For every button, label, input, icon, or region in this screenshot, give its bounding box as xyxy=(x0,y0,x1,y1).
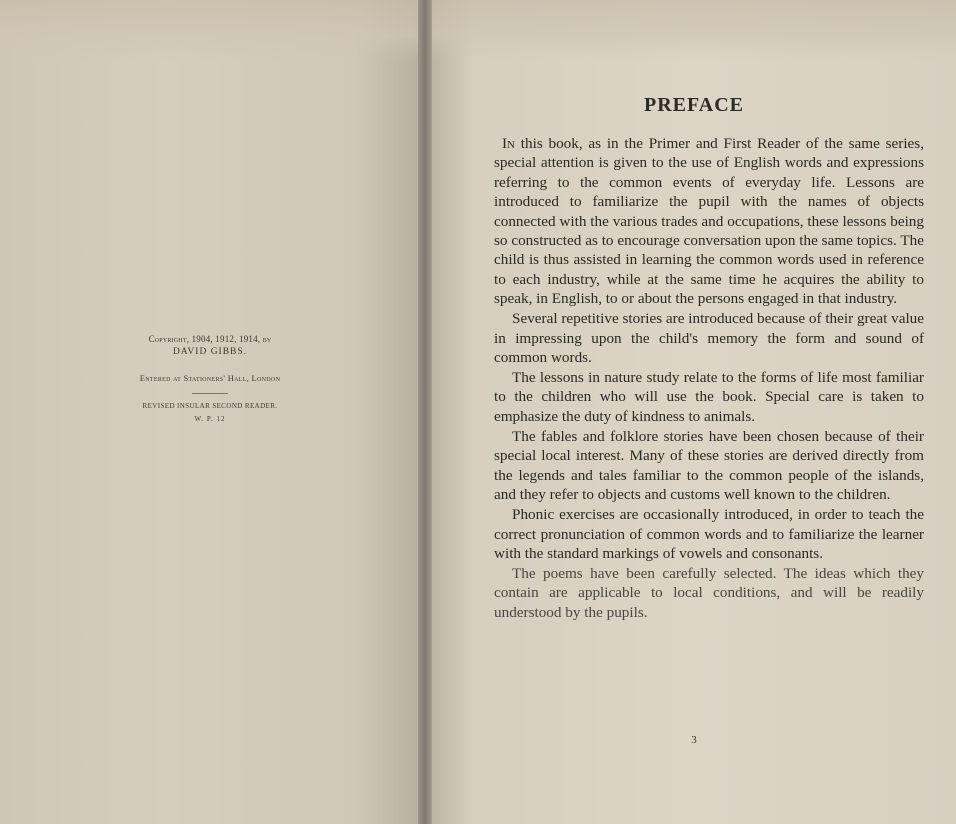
paragraph-text: this book, as in the Primer and First Reader of the same series, special attention is given to the use of English words and expressions referring to the common events of everyday life. Lessons are introduced to familiarize the pupil with the names of objects connected with the various trades and occupations, these lessons being so constructed as to encourage conversation upon the same topics. The child is thus assisted in learning the common words used in reference to each industry, while at the same time he acquires the ability to speak, in English, to or about the persons engaged in that industry. xyxy=(494,135,924,308)
author-name: DAVID GIBBS. xyxy=(172,347,248,357)
paragraph-6: The poems have been carefully selected. The ideas which they contain are applicable to local conditions, and will be readily understood by the pupils. xyxy=(494,564,924,621)
paragraph-2: Several repetitive stories are introduced because of their great value in impressing upon the child's memory the form and sound of common words. xyxy=(494,310,924,367)
water-stain xyxy=(432,0,956,60)
paragraph-4: The fables and folklore stories have been chosen because of their special local interest. Many of these stories are derived directly from the legends and tales familiar to the common people of the islands, and they refer to objects and customs well known to the children. xyxy=(494,427,924,504)
copyright-line: Copyright, 1904, 1912, 1914, by xyxy=(148,334,272,344)
edition-line: REVISED INSULAR SECOND READER. xyxy=(142,402,278,410)
water-stain xyxy=(0,0,418,60)
book-gutter xyxy=(418,0,432,824)
right-page xyxy=(432,0,956,824)
left-page xyxy=(0,0,418,824)
page-title: PREFACE xyxy=(644,94,744,116)
preface-body xyxy=(494,134,924,623)
copyright-block xyxy=(60,334,360,423)
paragraph-3: The lessons in nature study relate to the forms of life most familiar to the children who will use the book. Special care is taken to emphasize the duty of kindness to animals. xyxy=(494,369,924,425)
paragraph-5: Phonic exercises are occasionally introduced, in order to teach the correct pronunciation of common words and to familiarize the learner with the standard markings of vowels and consonants. xyxy=(494,506,924,562)
code-line: W. P. 12 xyxy=(194,415,226,423)
divider-rule xyxy=(192,393,228,394)
entered-line: Entered at Stationers' Hall, London xyxy=(139,373,281,383)
paragraph-1 xyxy=(494,134,924,309)
first-word: In xyxy=(502,135,516,152)
page-number: 3 xyxy=(691,734,697,746)
